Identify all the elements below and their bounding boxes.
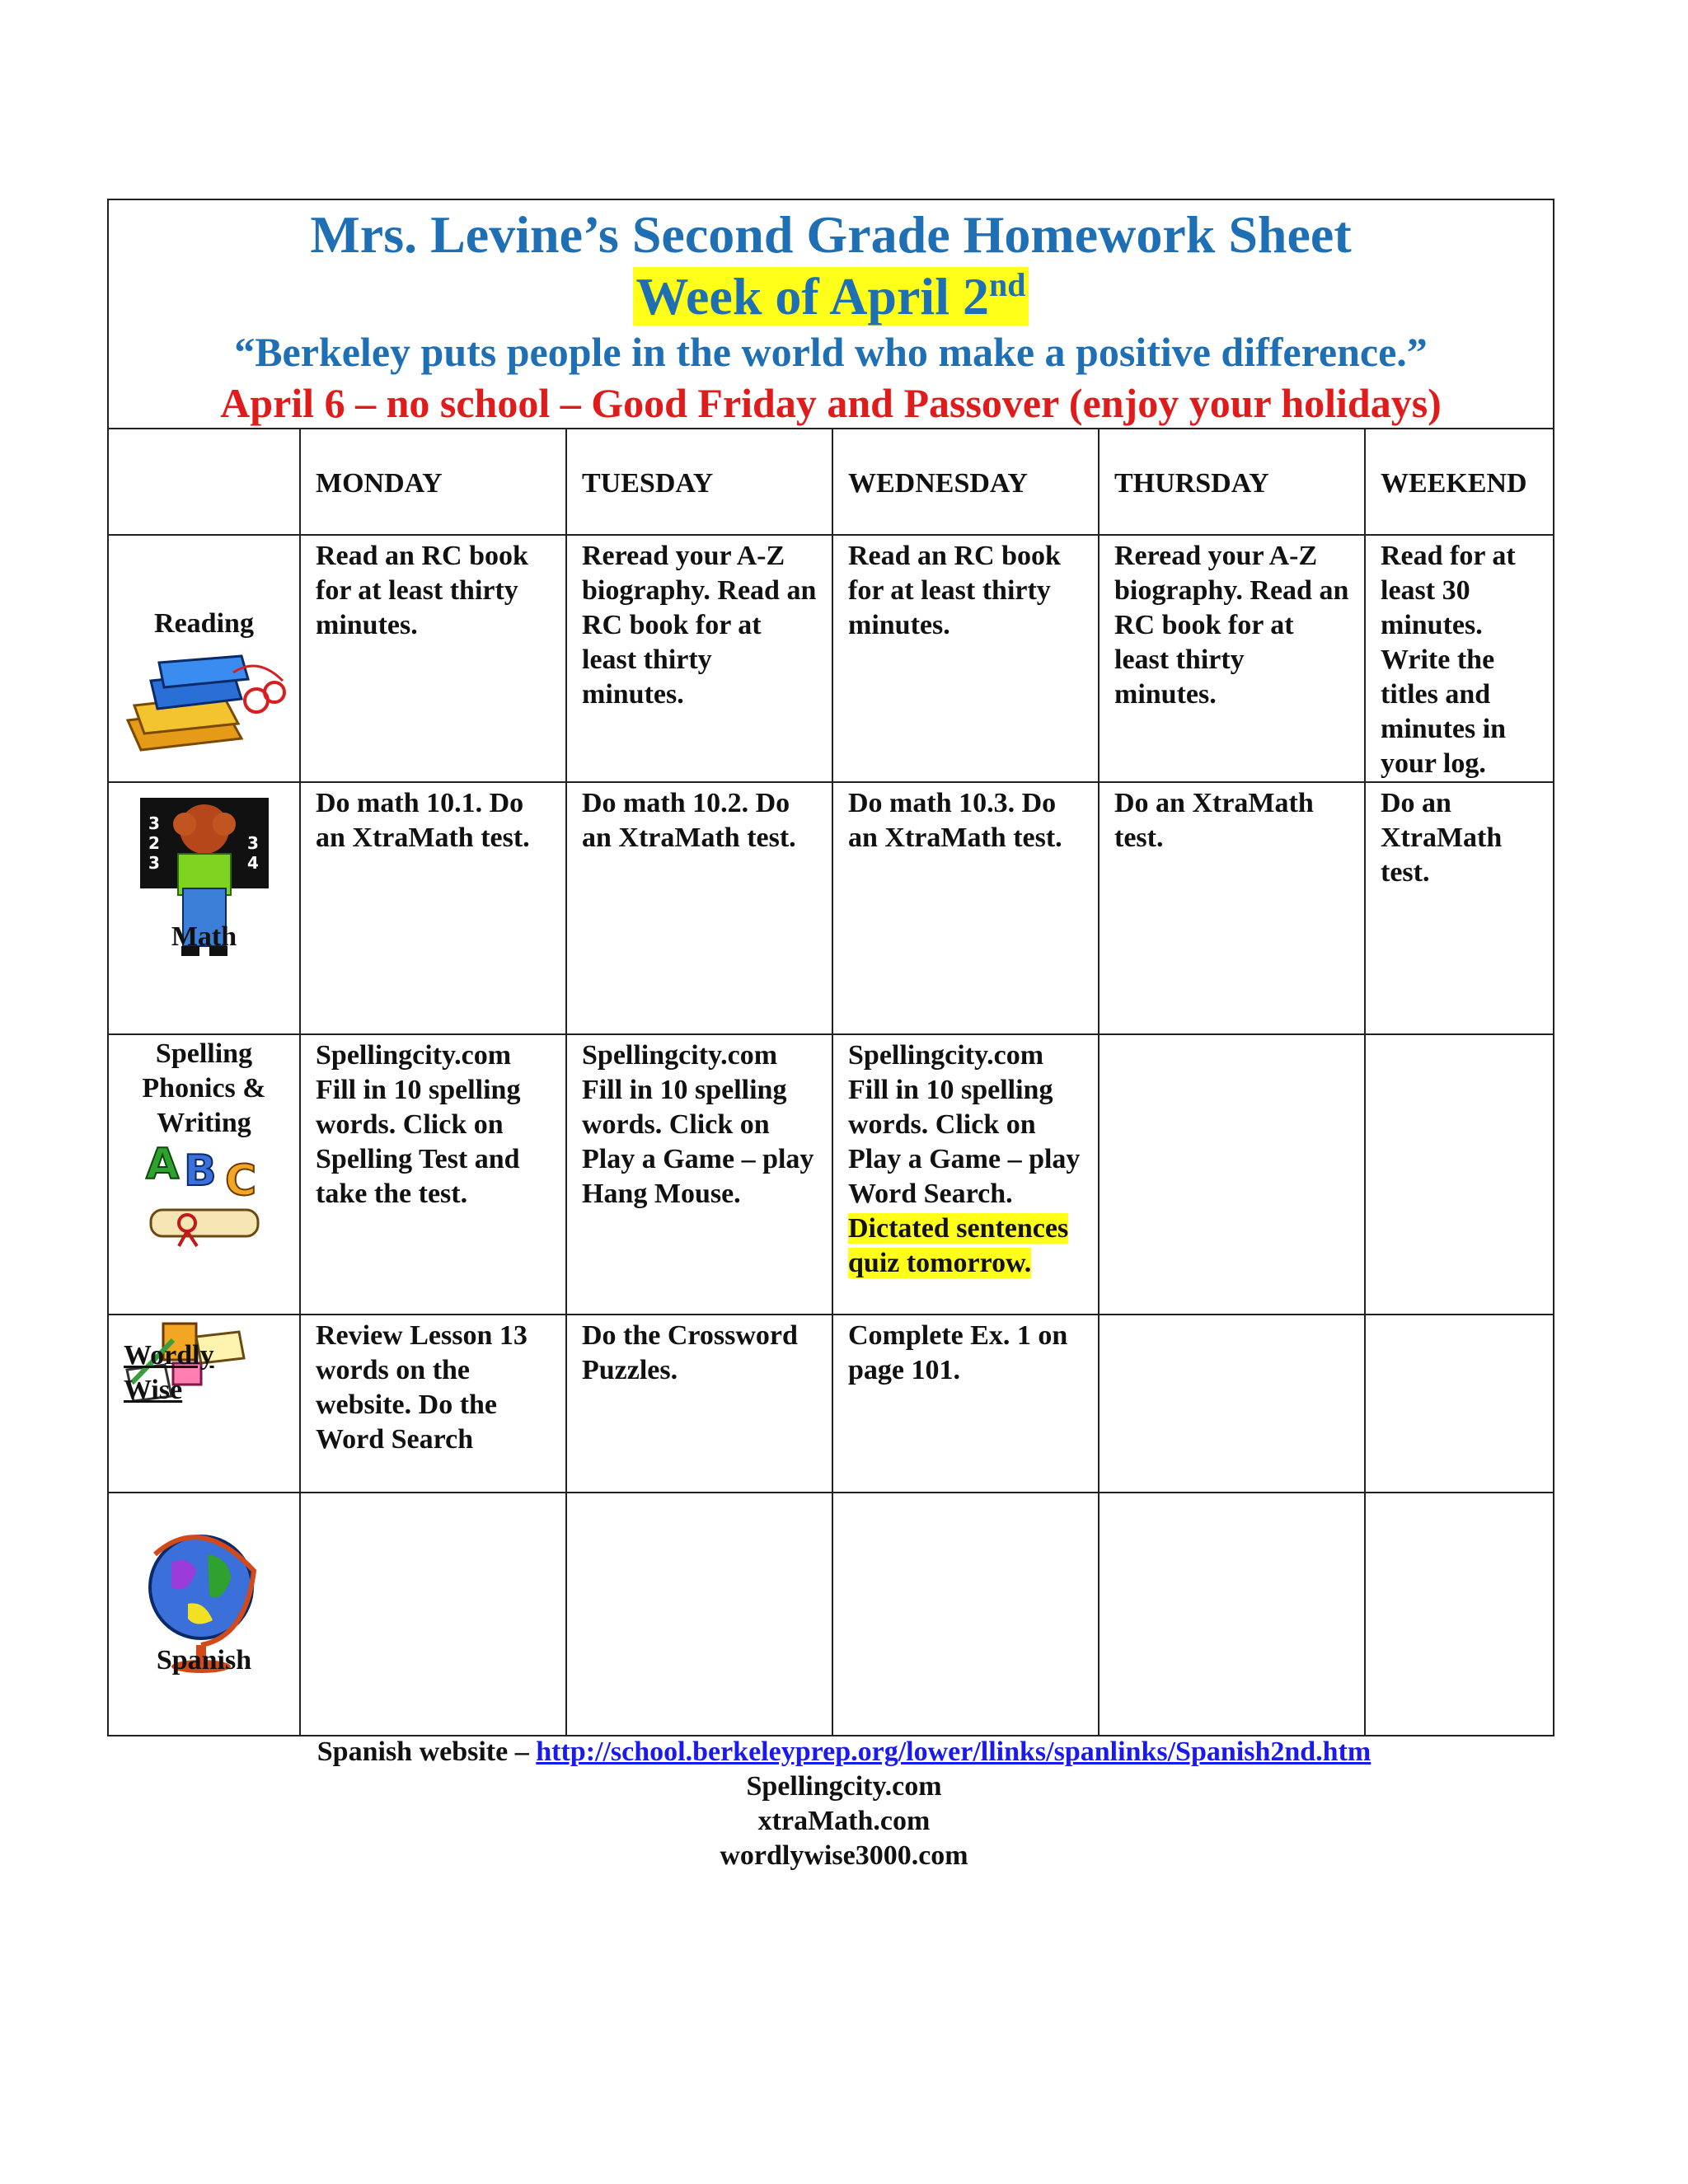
table-row-wordly-wise [109, 1315, 1553, 1493]
task-cell: Complete Ex. 1 on page 101. [832, 1315, 1099, 1493]
svg-text:4: 4 [246, 853, 259, 873]
task-cell: Do an XtraMath test. [1099, 782, 1365, 1034]
day-header: WEEKEND [1365, 429, 1553, 535]
spanish-website-label: Spanish website – [316, 1736, 537, 1767]
task-cell [832, 1493, 1099, 1736]
table-row-spanish [109, 1493, 1553, 1736]
subject-block [114, 1521, 294, 1678]
day-header: WEDNESDAY [832, 429, 1099, 535]
wordlywise-line: wordlywise3000.com [720, 1840, 968, 1871]
task-cell: Read for at least 30 minutes. Write the titles and minutes in your log. [1365, 535, 1553, 782]
subject-cell-spanish [109, 1493, 300, 1736]
homework-table [109, 429, 1553, 1736]
day-header: THURSDAY [1099, 429, 1365, 535]
svg-text:3: 3 [246, 833, 259, 853]
task-cell [1099, 1493, 1365, 1736]
svg-text:3: 3 [148, 853, 160, 873]
subject-block [114, 796, 294, 961]
table-row-spelling [109, 1034, 1553, 1315]
task-cell [832, 1034, 1099, 1315]
footer [0, 1735, 1688, 1873]
task-cell: Do math 10.2. Do an XtraMath test. [566, 782, 832, 1034]
task-cell: Spellingcity.com Fill in 10 spelling words. Click on Spelling Test and take the test. [300, 1034, 566, 1315]
subject-cell-math [109, 782, 300, 1034]
task-cell: Read an RC book for at least thirty minutes. [832, 535, 1099, 782]
spanish-website-line [0, 1735, 1688, 1769]
task-cell [1099, 1315, 1365, 1493]
subject-cell-spelling [109, 1034, 300, 1315]
subject-label: Math [171, 921, 237, 952]
subject-block [114, 607, 294, 755]
svg-text:3: 3 [148, 813, 160, 833]
subject-label [124, 1338, 231, 1408]
task-cell [1365, 1315, 1553, 1493]
abc-diploma-icon [134, 1142, 274, 1249]
week-label [109, 267, 1553, 326]
task-text: Spellingcity.com Fill in 10 spelling words. Click on Play a Game – play Word Search. [848, 1040, 1081, 1209]
books-icon [118, 648, 291, 755]
task-cell: Do the Crossword Puzzles. [566, 1315, 832, 1493]
subject-label: Spanish [156, 1645, 252, 1675]
day-header: MONDAY [300, 429, 566, 535]
table-row-reading [109, 535, 1553, 782]
week-highlight [633, 267, 1029, 326]
sheet-header [109, 200, 1553, 429]
homework-sheet [107, 199, 1554, 1736]
subject-label: Spelling Phonics & Writing [142, 1038, 266, 1138]
subject-label: Reading [154, 608, 254, 639]
task-cell [1365, 1034, 1553, 1315]
spanish-website-link[interactable]: http://school.berkeleyprep.org/lower/llinks/spanlinks/Spanish2nd.htm [536, 1736, 1372, 1767]
task-cell [300, 1493, 566, 1736]
task-cell [566, 1493, 832, 1736]
task-cell: Review Lesson 13 words on the website. Do the Word Search [300, 1315, 566, 1493]
xtramath-line: xtraMath.com [757, 1806, 931, 1836]
quiz-highlight: Dictated sentences quiz tomorrow. [848, 1213, 1069, 1278]
task-cell: Do an XtraMath test. [1365, 782, 1553, 1034]
school-quote: “Berkeley puts people in the world who make a positive difference.” [234, 329, 1428, 375]
task-cell [1099, 1034, 1365, 1315]
subject-block [114, 1035, 294, 1249]
task-cell: Reread your A-Z biography. Read an RC book for at least thirty minutes. [1099, 535, 1365, 782]
day-header: TUESDAY [566, 429, 832, 535]
task-cell: Reread your A-Z biography. Read an RC book for at least thirty minutes. [566, 535, 832, 782]
task-cell [1365, 1493, 1553, 1736]
svg-text:2: 2 [148, 833, 160, 853]
holiday-notice: April 6 – no school – Good Friday and Passover (enjoy your holidays) [220, 380, 1442, 426]
task-cell: Read an RC book for at least thirty minutes. [300, 535, 566, 782]
svg-text:B: B [183, 1146, 217, 1196]
svg-text:C: C [224, 1156, 256, 1206]
task-cell: Do math 10.1. Do an XtraMath test. [300, 782, 566, 1034]
subject-block [114, 1317, 294, 1408]
wordly-wise-label: Wordly Wise [124, 1340, 214, 1405]
task-cell: Do math 10.3. Do an XtraMath test. [832, 782, 1099, 1034]
day-header-row [109, 429, 1553, 535]
table-row-math [109, 782, 1553, 1034]
svg-text:A: A [145, 1142, 179, 1189]
page-title: Mrs. Levine’s Second Grade Homework Sheet [310, 205, 1352, 264]
week-superscript: nd [988, 266, 1026, 303]
spellingcity-line: Spellingcity.com [746, 1771, 942, 1802]
corner-cell [109, 429, 300, 535]
task-cell: Spellingcity.com Fill in 10 spelling words. Click on Play a Game – play Hang Mouse. [566, 1034, 832, 1315]
subject-cell-reading [109, 535, 300, 782]
subject-cell-wordly-wise [109, 1315, 300, 1493]
week-text: Week of April 2 [635, 267, 989, 326]
